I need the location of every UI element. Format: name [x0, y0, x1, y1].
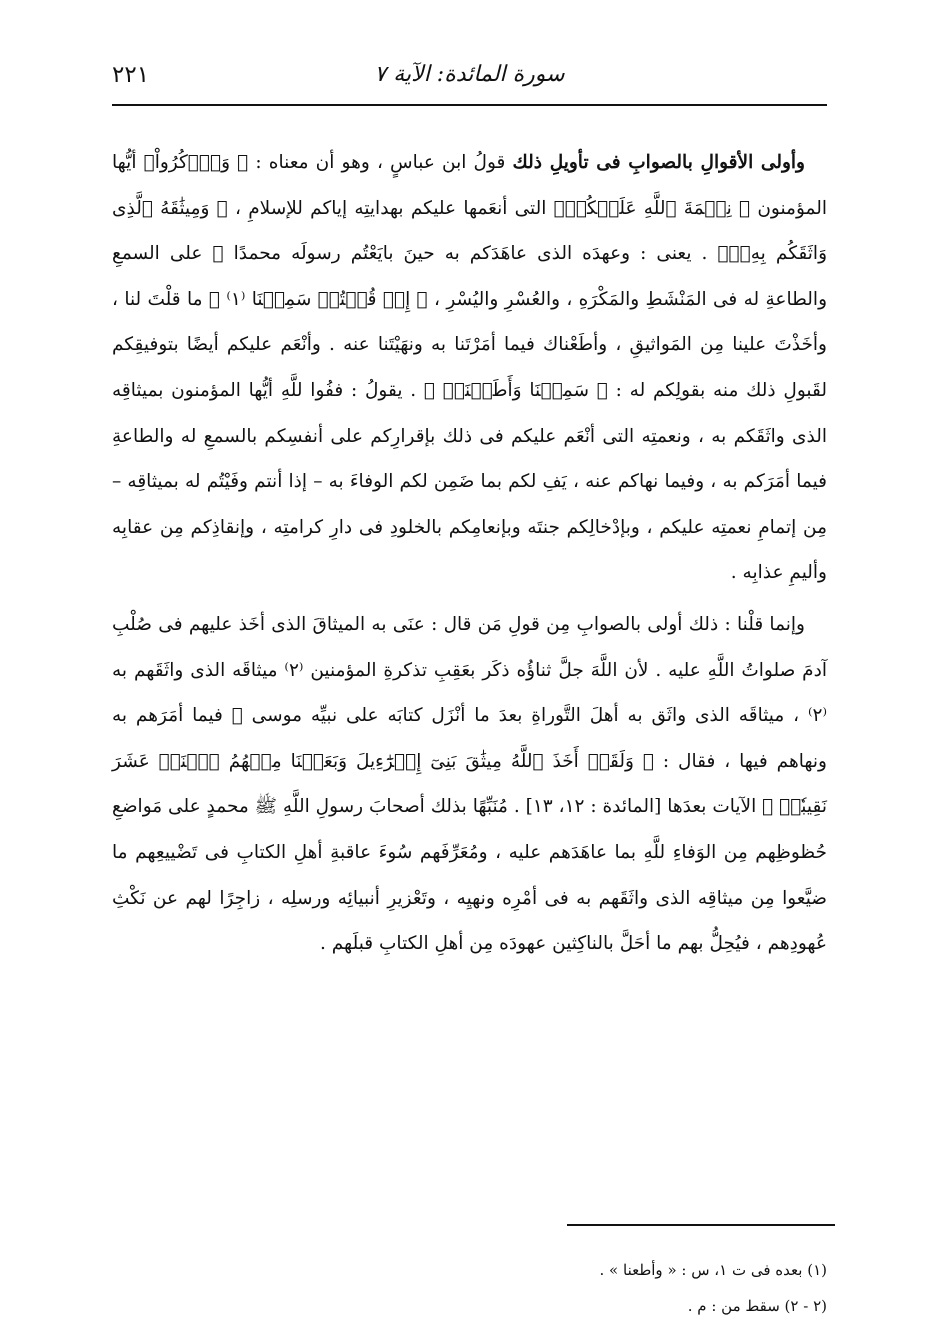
page-title: سورة المائدة: الآية ٧	[374, 62, 565, 87]
paragraph-text: وإنما قلْنا : ذلك أولى بالصوابِ مِن قولِ مَن قال : عنَى به الميثاقَ الذى أخَذ عليهم فى صُلْبِ آدمَ صلواتُ اللَّهِ عليه . لأن اللَّهَ جلَّ ثناؤُه ذكَر بعَقِبِ تذكرةِ المؤمنين ⁽٢⁾ ميثاقَه الذى واثَقَهم به ⁽٢⁾ ، ميثاقَه الذى واثَق به أهلَ التَّوراةِ بعدَ ما أنْزَل كتابَه على نبيِّه موسى ﷺ فيما أمَرَهم به ونهاهم فيها ، فقال : ﴿ وَلَقَدۡ أَخَذَ ٱللَّهُ مِيثَٰقَ بَنِىٓ إِسۡرَٰٓءِيلَ وَبَعَثۡنَا مِنۡهُمُ ٱثۡنَىۡ عَشَرَ نَقِيبٗاۖ ﴾ الآيات بعدَها [المائدة : ١٢، ١٣] . مُنَبِّهًا بذلك أصحابَ رسولِ اللَّهِ ﷺ محمدٍ على مَواضعِ حُظوظِهم مِن الوَفاءِ للَّهِ بما عاهَدَهم عليه ، ومُعَرِّفَهم سُوءَ عاقبةِ أهلِ الكتابِ فى تَضْييعِهم ما ضيَّعوا مِن ميثاقِه الذى واثَقَهم به فى أمْرِه ونهيِه ، وتَعْزيرِ أنبيائِه ورسلِه ، زاجِرًا لهم عن نَكْثِ عُهودِهم ، فيُحِلُّ بهم ما أحَلَّ بالناكِثين عهودَه مِن أهلِ الكتابِ قبلَهم .	[112, 613, 827, 955]
paragraph-1	[112, 140, 827, 596]
footnote-1: (١) بعده فى ت ١، س : « وأطعنا » .	[599, 1261, 827, 1279]
paragraph-text: قولُ ابن عباسٍ ، وهو أن معناه : ﴿ وَٱذۡكُرُواْ﴾ أيُّها المؤمنون ﴿ نِعۡمَةَ ٱللَّهِ عَلَيۡكُمۡ﴾ التى أنعَمها عليكم بهدايتِه إياكم للإسلامِ ، ﴿ وَمِيثَٰقَهُ ٱلَّذِى وَاثَقَكُم بِهِۦٓ﴾ . يعنى : وعهدَه الذى عاهَدَكم به حينَ بايَعْتُم رسولَه محمدًا ﷺ على السمعِ والطاعةِ له فى المَنْشَطِ والمَكْرَهِ ، والعُسْرِ واليُسْرِ ، ﴿ إِذۡ قُلۡتُمۡ سَمِعۡنَا ⁽١⁾ ﴾ ما قلْتَ لنا ، وأخَذْتَ علينا مِن المَواثيقِ ، وأطَعْناك فيما أمَرْتَنا به ونهَيْتَنا عنه . وأنْعَم عليكم أيضًا بتوفيقِكم لقَبولِ ذلك منه بقولِكم له : ﴿ سَمِعۡنَا وَأَطَعۡنَاۖ ﴾ . يقولُ : ففُوا للَّهِ أيُّها المؤمنون بميثاقِه الذى واثَقَكم به ، ونعمتِه التى أنْعَم عليكم فى ذلك بإقرارِكم على أنفسِكم بالسمعِ له والطاعةِ فيما أمَرَكم به ، وفيما نهاكم عنه ، يَفِ لكم بما ضَمِن لكم الوفاءَ به – إذا أنتم وفَيْتُم له بميثاقِه – مِن إتمامِ نعمتِه عليكم ، وبإدْخالِكم جنتَه وبإنعامِكم بالخلودِ فى دارِ كرامتِه ، وإنقاذِكم مِن عقابِه وأليمِ عذابِه .	[112, 152, 827, 584]
footnotes	[112, 1252, 827, 1324]
header-divider	[112, 104, 827, 106]
footnote-divider	[567, 1224, 835, 1226]
paragraph-2	[112, 602, 827, 967]
paragraph-lead: وأولى الأقوالِ بالصوابِ فى تأويلِ ذلك	[512, 152, 805, 173]
page-number: ٢٢١	[112, 62, 150, 88]
footnote-2: (٢ - ٢) سقط من : م .	[687, 1297, 827, 1315]
main-text	[112, 140, 827, 967]
page-header	[112, 56, 827, 102]
